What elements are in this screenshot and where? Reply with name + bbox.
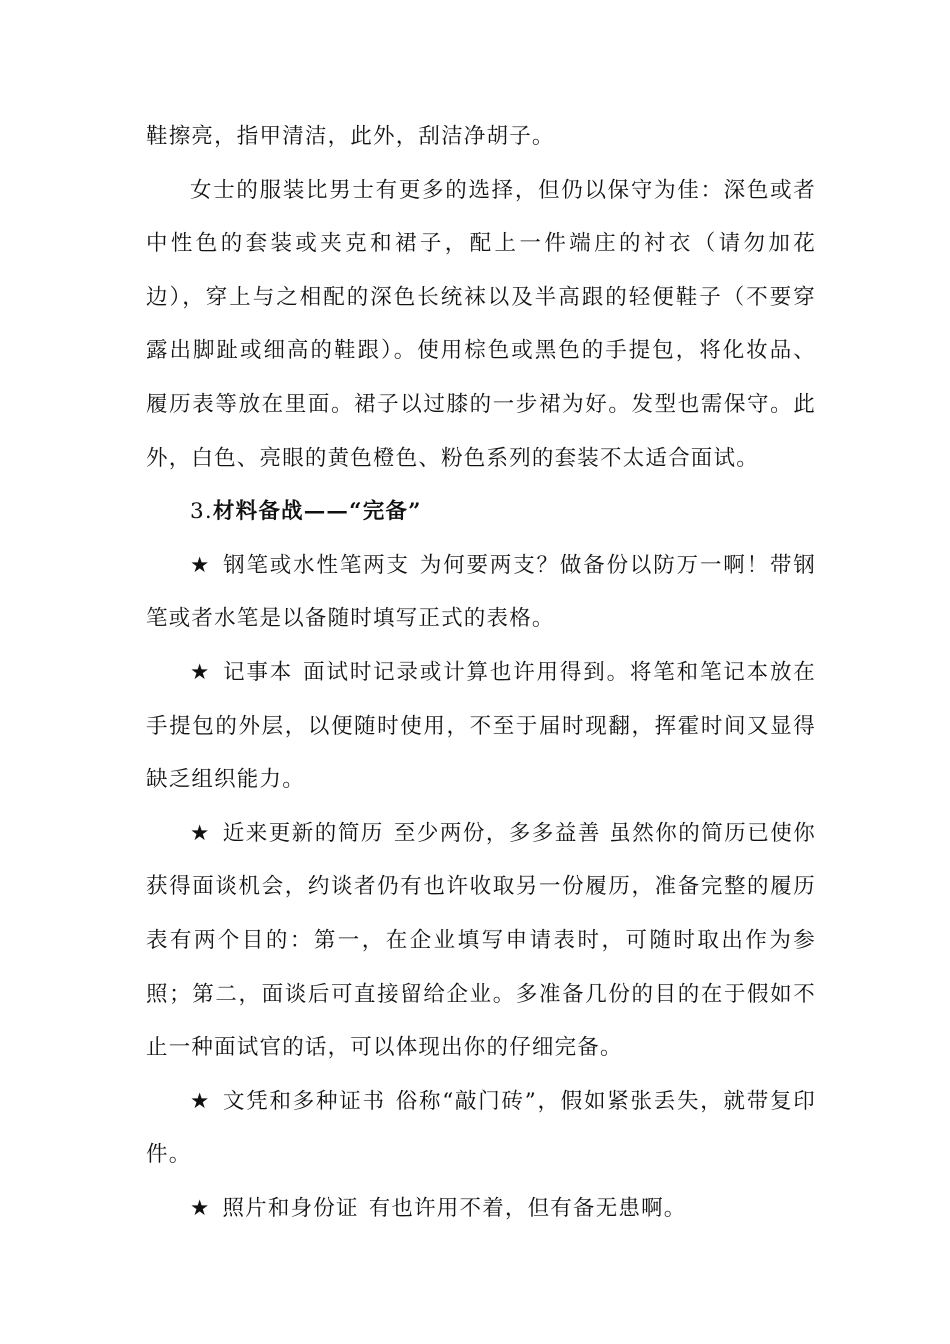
list-item-title: 记事本 [223, 659, 294, 685]
list-item-text: 有也许用不着，但有备无患啊。 [368, 1195, 687, 1221]
star-icon: ★ [190, 1088, 212, 1114]
list-item-title: 钢笔或水性笔两支 [223, 552, 410, 578]
list-item-title: 文凭和多种证书 [223, 1088, 386, 1114]
list-item [146, 646, 816, 807]
star-icon: ★ [190, 1195, 211, 1221]
list-item-title: 近来更新的简历 [222, 820, 384, 846]
list-item-text: 至少两份，多多益善 虽然你的简历已使你获得面谈机会，约谈者仍有也许收取另一份履历，准备完整的履历表有两个目的：第一，在企业填写申请表时，可随时取出作为参照；第二，面谈后可直接留给企业。多准备几份的目的在于假如不止一种面试官的话，可以体现出你的仔细完备。 [146, 820, 816, 1061]
list-item [146, 807, 816, 1075]
star-icon: ★ [190, 820, 211, 846]
list-item [146, 539, 816, 646]
paragraph-women-attire: 女士的服装比男士有更多的选择，但仍以保守为佳：深色或者中性色的套装或夹克和裙子，配上一件端庄的衬衣（请勿加花边），穿上与之相配的深色长统袜以及半高跟的轻便鞋子（不要穿露出脚趾或细高的鞋跟）。使用棕色或黑色的手提包，将化妆品、履历表等放在里面。裙子以过膝的一步裙为好。发型也需保守。此外，白色、亮眼的黄色橙色、粉色系列的套装不太适合面试。 [146, 177, 816, 471]
list-item [146, 1075, 816, 1182]
star-icon: ★ [190, 552, 212, 578]
list-item-text: 为何要两支？做备份以防万一啊！带钢笔或者水笔是以备随时填写正式的表格。 [146, 552, 817, 632]
paragraph-continuation: 鞋擦亮，指甲清洁，此外，刮洁净胡子。 [146, 124, 555, 149]
list-item [146, 1182, 816, 1236]
list-item-text: 俗称“敲门砖”，假如紧张丢失，就带复印件。 [146, 1088, 816, 1168]
section-heading [146, 485, 816, 539]
list-item-title: 照片和身份证 [222, 1195, 359, 1221]
section-heading-title: 材料备战——“完备” [212, 499, 422, 525]
list-item-text: 面试时记录或计算也许用得到。将笔和笔记本放在手提包的外层，以便随时使用，不至于届时现翻，挥霍时间又显得缺乏组织能力。 [146, 659, 816, 793]
star-icon: ★ [190, 659, 212, 685]
text-column [146, 110, 816, 1235]
section-heading-number: 3. [190, 499, 213, 525]
